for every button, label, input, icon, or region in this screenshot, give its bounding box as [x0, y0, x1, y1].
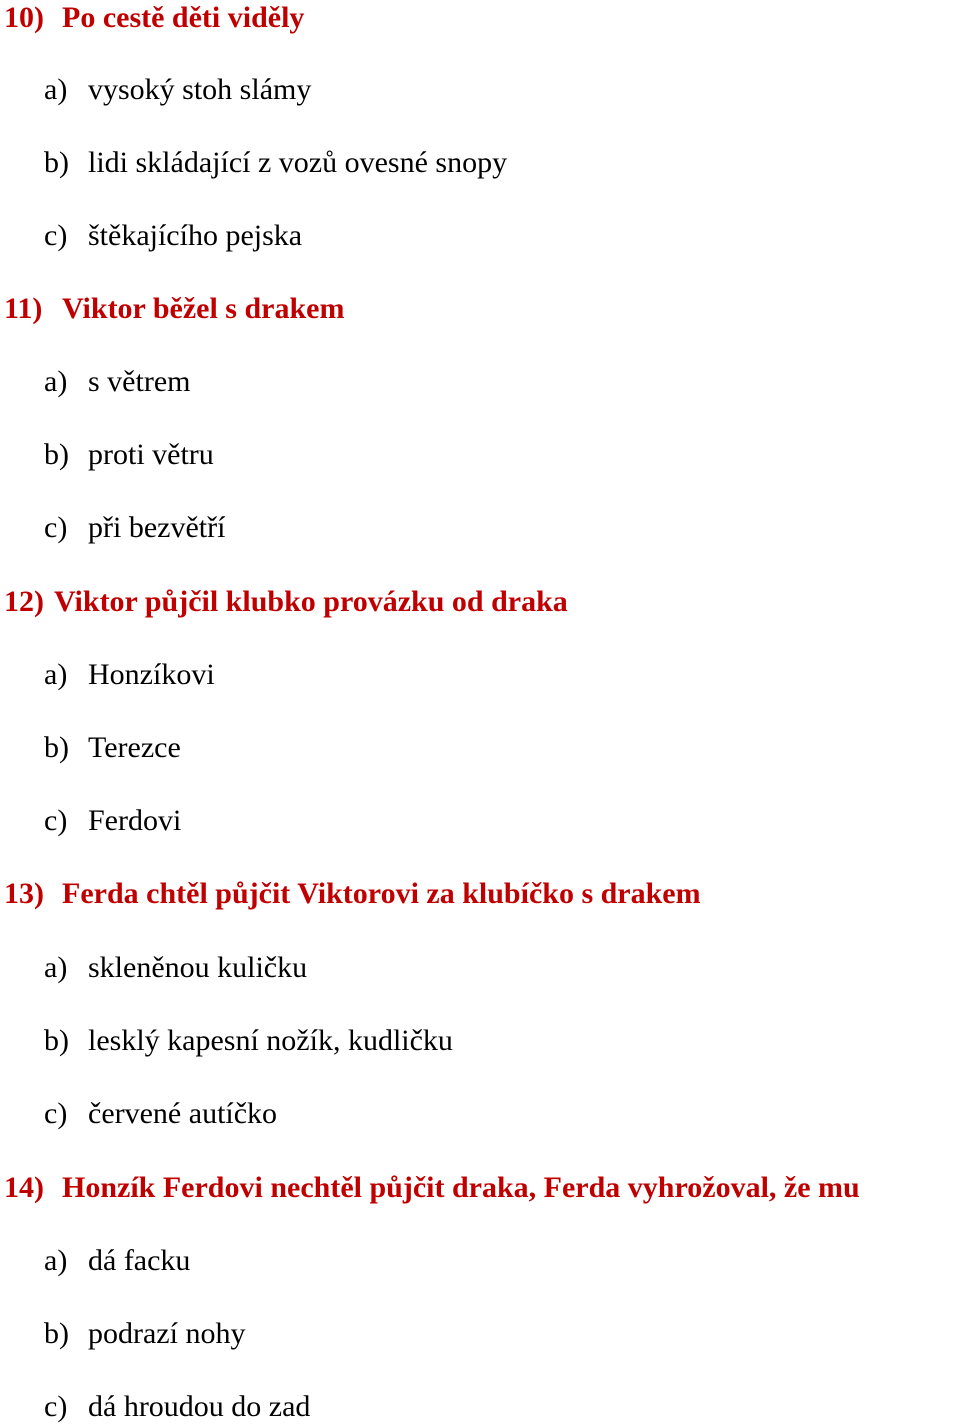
- question-text: Po cestě děti viděly: [62, 1, 305, 34]
- option-text: dá facku: [88, 1244, 191, 1277]
- option-label: a): [44, 951, 68, 984]
- question-number: 13): [4, 877, 44, 910]
- option-label: c): [44, 511, 68, 544]
- option-text: Honzíkovi: [88, 658, 215, 691]
- option-text: skleněnou kuličku: [88, 951, 308, 984]
- option-text: vysoký stoh slámy: [88, 73, 312, 106]
- option-text: s větrem: [88, 365, 191, 398]
- question-number: 11): [4, 292, 43, 325]
- option-label: b): [44, 438, 69, 471]
- option-text: štěkajícího pejska: [88, 219, 303, 252]
- option-label: c): [44, 1390, 68, 1423]
- option-label: c): [44, 1097, 68, 1130]
- option-text: lesklý kapesní nožík, kudličku: [88, 1024, 453, 1057]
- option-label: b): [44, 146, 69, 179]
- option-text: podrazí nohy: [88, 1317, 246, 1350]
- option-text: při bezvětří: [88, 511, 226, 544]
- option-text: lidi skládající z vozů ovesné snopy: [88, 146, 508, 179]
- question-text: Ferda chtěl půjčit Viktorovi za klubíčko s drakem: [62, 877, 701, 910]
- option-label: a): [44, 365, 68, 398]
- option-label: a): [44, 658, 68, 691]
- question-text: Viktor půjčil klubko provázku od draka: [54, 585, 568, 618]
- option-label: b): [44, 731, 69, 764]
- question-number: 12): [4, 585, 44, 618]
- option-label: c): [44, 219, 68, 252]
- option-label: b): [44, 1317, 69, 1350]
- option-label: c): [44, 804, 68, 837]
- option-text: Ferdovi: [88, 804, 182, 837]
- option-label: b): [44, 1024, 69, 1057]
- question-number: 14): [4, 1171, 44, 1204]
- option-text: červené autíčko: [88, 1097, 278, 1130]
- option-label: a): [44, 1244, 68, 1277]
- question-text: Viktor běžel s drakem: [62, 292, 345, 325]
- question-text: Honzík Ferdovi nechtěl půjčit draka, Ferda vyhrožoval, že mu: [62, 1171, 860, 1204]
- question-number: 10): [4, 1, 44, 34]
- option-label: a): [44, 73, 68, 106]
- option-text: dá hroudou do zad: [88, 1390, 311, 1423]
- option-text: Terezce: [88, 731, 181, 764]
- option-text: proti větru: [88, 438, 214, 471]
